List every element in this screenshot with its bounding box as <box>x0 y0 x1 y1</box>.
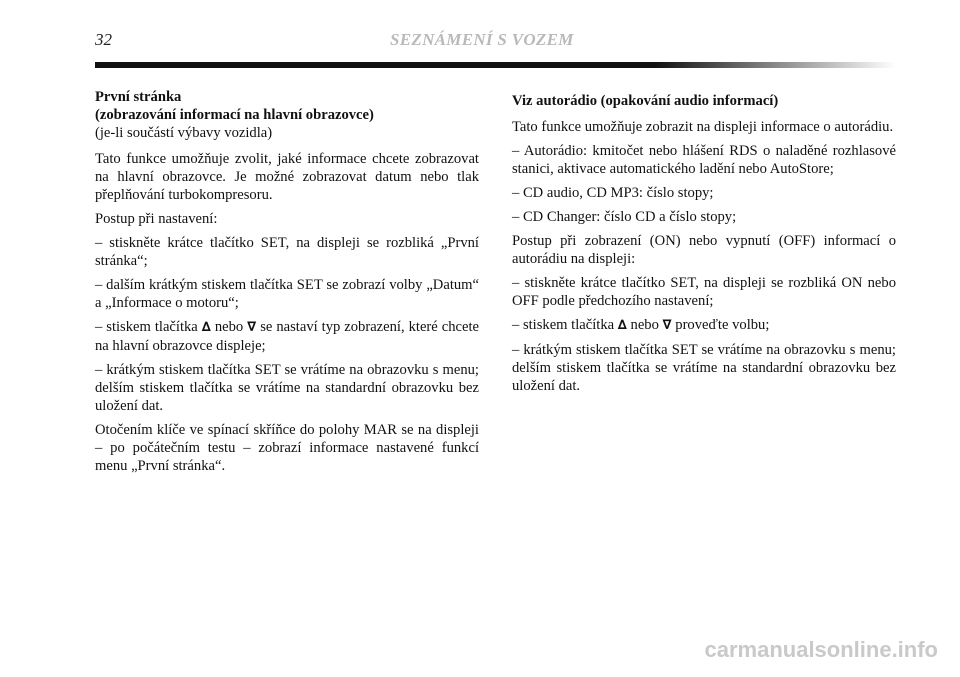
paragraph: – CD Changer: číslo CD a číslo stopy; <box>512 209 737 225</box>
paragraph <box>512 316 896 335</box>
paragraph: Tato funkce umožňuje zobrazit na displeji informace o autorádiu. <box>512 119 894 135</box>
text-segment: – stiskem tlačítka <box>512 317 615 333</box>
text-segment: se nastaví typ zobrazení, které chcete na hlavní obrazovce displeje; <box>95 319 480 354</box>
paragraph: – krátkým stiskem tlačítka SET se vrátíme na obrazovku s menu; delším stiskem tlačítka se vrátíme na standardní obrazovku bez uložení dat. <box>95 362 479 414</box>
paragraph: Postup při nastavení: <box>95 211 218 227</box>
paragraph: – CD audio, CD MP3: číslo stopy; <box>512 185 714 201</box>
paragraph: Tato funkce umožňuje zvolit, jaké informace chcete zobrazovat na hlavní obrazovce. Je možné zobrazovat datum nebo tlak přeplňování turbokompresoru. <box>95 151 479 203</box>
paragraph: – stiskněte krátce tlačítko SET, na displeji se rozbliká ON nebo OFF podle předchozího nastavení; <box>512 275 896 309</box>
page-number: 32 <box>95 30 112 49</box>
right-column <box>512 92 896 401</box>
text-segment: proveďte volbu; <box>675 317 770 333</box>
section-heading-first-page: První stránka <box>95 89 182 105</box>
text-segment: nebo <box>630 317 659 333</box>
section-heading-first-page-sub: (zobrazování informací na hlavní obrazovce) <box>95 107 374 123</box>
up-triangle-icon: ∆ <box>617 318 627 333</box>
paragraph: – krátkým stiskem tlačítka SET se vrátíme na obrazovku s menu; delším stiskem tlačítka se vrátíme na standardní obrazovku bez uložení dat. <box>512 342 896 394</box>
running-title: SEZNÁMENÍ S VOZEM <box>390 30 574 49</box>
up-triangle-icon: ∆ <box>201 320 211 335</box>
header-rule <box>95 62 896 68</box>
paragraph: Otočením klíče ve spínací skříňce do polohy MAR se na displeji – po počátečním testu – zobrazí informace nastavené funkcí menu „První stránka“. <box>95 422 479 474</box>
availability-note: (je-li součástí výbavy vozidla) <box>95 125 273 141</box>
paragraph: Postup při zobrazení (ON) nebo vypnutí (OFF) informací o autorádiu na displeji: <box>512 233 896 267</box>
text-segment: nebo <box>214 319 244 335</box>
paragraph <box>95 318 479 355</box>
section-heading-radio: Viz autorádio (opakování audio informací) <box>512 93 779 109</box>
watermark: carmanualsonline.info <box>704 637 938 662</box>
left-column <box>95 88 479 481</box>
text-segment: – stiskem tlačítka <box>95 319 198 335</box>
paragraph: – Autorádio: kmitočet nebo hlášení RDS o naladěné rozhlasové stanici, aktivace automatického ladění nebo AutoStore; <box>512 143 896 177</box>
paragraph: – dalším krátkým stiskem tlačítka SET se zobrazí volby „Datum“ a „Informace o motoru“; <box>95 277 479 311</box>
down-triangle-icon: ∇ <box>662 318 672 333</box>
paragraph: – stiskněte krátce tlačítko SET, na displeji se rozbliká „První stránka“; <box>95 235 479 269</box>
down-triangle-icon: ∇ <box>247 320 257 335</box>
